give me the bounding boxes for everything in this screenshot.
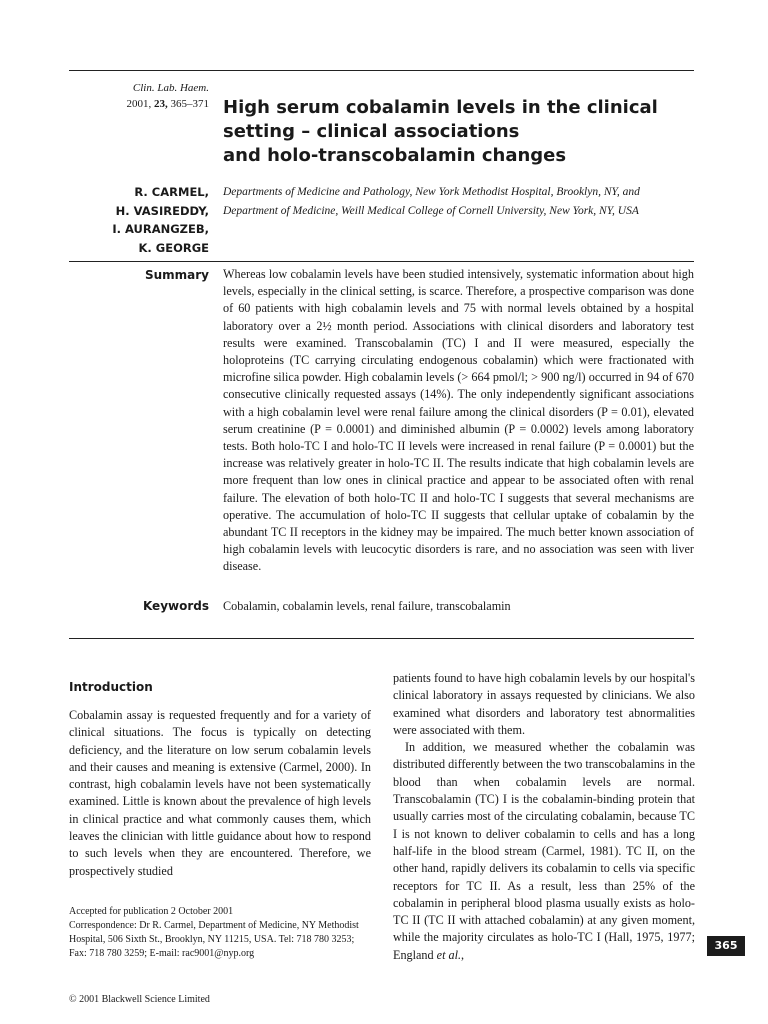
affiliation-line-1: Departments of Medicine and Pathology, New York Methodist Hospital, Brooklyn, NY, and (223, 186, 640, 198)
paragraph-2-main: In addition, we measured whether the cobalamin was distributed differently between the two transcobalamins in the blood than when cobalamin levels are normal. Transcobalamin (TC) I is the cobalamin-binding protein that usually carries most of the circulating cobalamin, because TC I is not known to deliver cobalamin to cells and has a long half-life in the blood stream (Carmel, 1981). TC II, on the other hand, rapidly delivers its cobalamin to cells via specific receptors for TC II. As a result, less than 25% of the cobalamin in peripheral blood plasma usually exists as holo-TC II (TC II with attached cobalamin) at any given moment, while the majority circulates as holo-TC I (Hall, 1975, 1977; England (393, 740, 696, 962)
author-list (69, 183, 209, 257)
summary-top-rule (69, 261, 694, 262)
journal-pages: 365–371 (170, 98, 209, 110)
accepted-date: Accepted for publication 2 October 2001 (69, 906, 234, 917)
author: R. CARMEL, (134, 185, 209, 199)
journal-year-volume-pages (69, 96, 209, 112)
page-number-badge: 365 (707, 936, 745, 956)
keywords-text: Cobalamin, cobalamin levels, renal failure, transcobalamin (223, 599, 511, 613)
author: K. GEORGE (138, 240, 209, 255)
summary-label: Summary (144, 268, 209, 282)
introduction-paragraph-continued: patients found to have high cobalamin levels by our hospital's clinical laboratory in assays requested by clinicians. We also examined what disorders and laboratory test abnormalities were associated with them. (393, 671, 695, 737)
abstract-bottom-rule (69, 638, 694, 639)
journal-year: 2001, (126, 98, 152, 110)
introduction-heading: Introduction (69, 680, 153, 694)
introduction-paragraph-2 (393, 739, 695, 964)
paragraph-2-end: , (461, 947, 465, 962)
correspondence: Correspondence: Dr R. Carmel, Department of Medicine, NY Methodist Hospital, 506 Sixth St., Brooklyn, NY 11215, USA. Tel: 718 780 3253; Fax: 718 780 3259; E-mail: rac9001@nyp.org (69, 920, 359, 959)
introduction-paragraph-1: Cobalamin assay is requested frequently and for a variety of clinical situations. The focus is typically on detecting deficiency, and the literature on low serum cobalamin levels and their causes and meaning is extensive (Carmel, 2000). In contrast, high cobalamin levels have not been systematically examined. Little is known about the prevalence of high levels in clinical practice and what commonly causes them, which leaves the clinician with little guidance about how to respond to such levels when they are encountered. Therefore, we prospectively studied (69, 708, 371, 878)
journal-citation (69, 80, 209, 112)
journal-name: Clin. Lab. Haem. (132, 82, 209, 94)
footnote (69, 905, 371, 961)
affiliation (223, 183, 694, 220)
copyright: © 2001 Blackwell Science Limited (69, 994, 210, 1005)
article-title (223, 96, 693, 168)
title-line-2: setting – clinical associations (223, 121, 520, 142)
summary-text: Whereas low cobalamin levels have been studied intensively, systematic information about high levels, especially in the clinical setting, is scarce. Therefore, a prospective comparison was done of 60 patients with high cobalamin levels and 75 with normal levels obtained by a hospital laboratory over a 2½ month period. Associations with clinical disorders and laboratory test results were examined. Transcobalamin (TC) I and II were measured, especially the holoproteins (TC carrying circulating endogenous cobalamin) which were fractionated with microfine silica powder. High cobalamin levels (> 664 pmol/l; > 900 ng/l) occurred in 94 of 670 consecutive clinically requested assays (14%). The only independently significant associations with a high cobalamin level were renal failure among the clinical disorders (P = 0.01), elevated serum creatinine (P = 0.0001) and diminished albumin (P = 0.0002) levels among laboratory tests. Both holo-TC I and holo-TC II levels were increased in renal failure (P = 0.0001) but the increase was relatively greater in holo-TC II. The results indicate that high cobalamin levels are more frequent than low ones in clinical practice and appear to be associated often with renal failure. The elevation of both holo-TC II and holo-TC I suggests that several mechanisms are operative. The accumulation of holo-TC II suggests that cellular uptake of cobalamin by the abundant TC II receptors in the kidney may be impaired. The much better known association of high cobalamin levels with leucocytic disorders is rare, and no association was seen with liver disease. (223, 267, 694, 574)
introduction-column-2 (393, 670, 695, 964)
keywords-label: Keywords (142, 599, 209, 613)
title-line-1: High serum cobalamin levels in the clinical (223, 97, 658, 118)
author: H. VASIREDDY, (115, 203, 209, 218)
paragraph-2-etal: et al. (436, 947, 462, 962)
author: I. AURANGZEB, (112, 222, 209, 236)
title-line-3: and holo-transcobalamin changes (223, 145, 567, 166)
top-rule (69, 70, 694, 71)
affiliation-line-2: Department of Medicine, Weill Medical College of Cornell University, New York, NY, USA (223, 204, 639, 217)
journal-volume: 23, (154, 98, 168, 110)
